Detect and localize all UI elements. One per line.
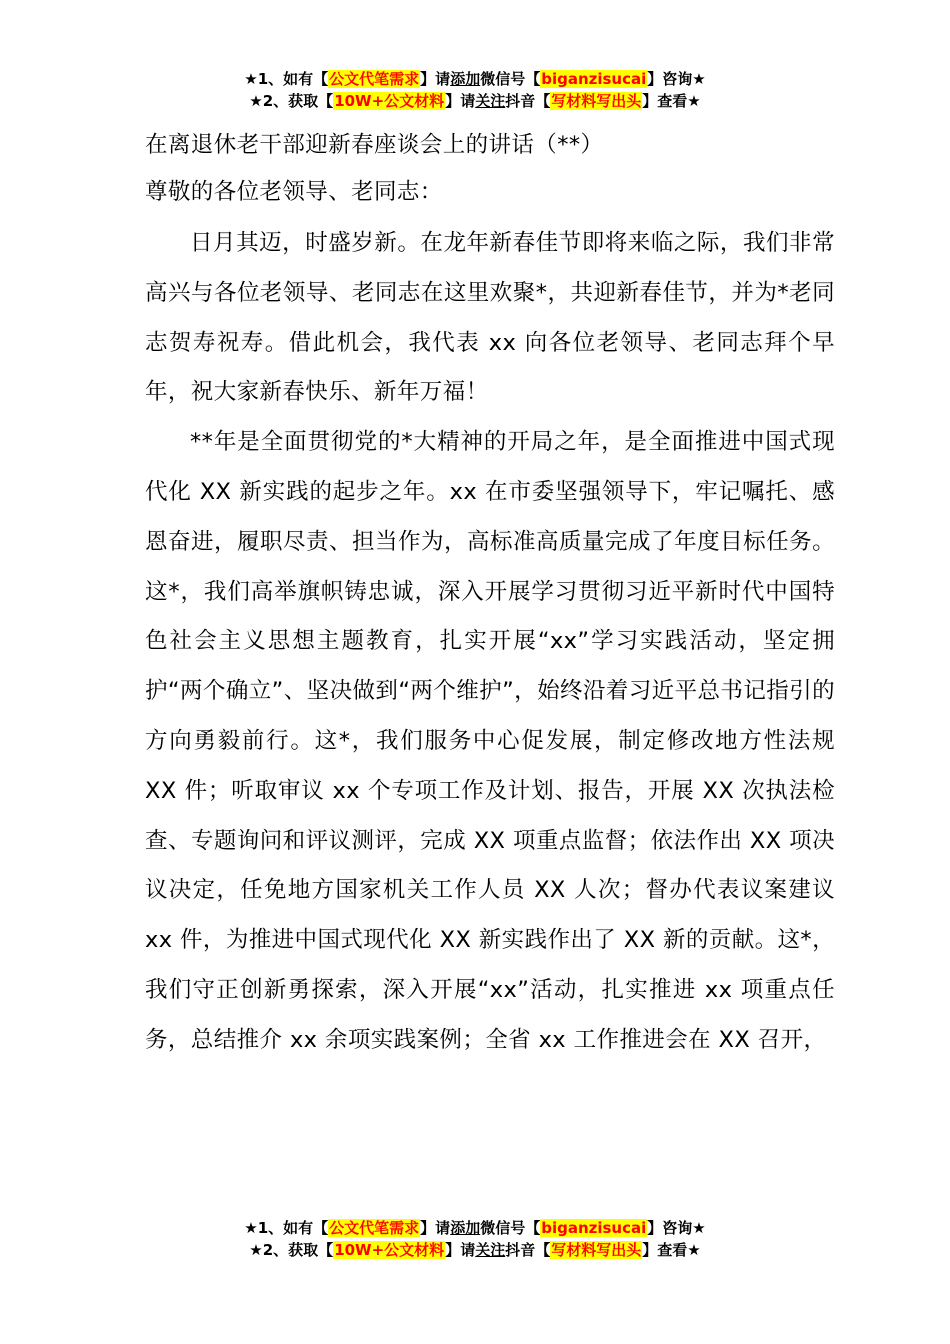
promo-line-1 xyxy=(0,1217,950,1239)
promo-highlight-wechat-id: biganzisucai xyxy=(541,70,647,88)
promo-text: 抖音【 xyxy=(505,1241,551,1259)
promo-text: ★2、获取【 xyxy=(249,1241,334,1259)
promo-text: 】请 xyxy=(420,1219,451,1237)
promo-text: 微信号【 xyxy=(480,70,541,88)
footer-promo-banner xyxy=(0,1217,950,1261)
salutation: 尊敬的各位老领导、老同志： xyxy=(145,179,443,205)
promo-highlight: 公文代笔需求 xyxy=(329,70,420,88)
promo-underline: 添加 xyxy=(450,70,481,88)
promo-text: ★1、如有【 xyxy=(244,70,329,88)
promo-highlight-douyin-id: 写材料写出头 xyxy=(551,92,642,110)
promo-text: 】请 xyxy=(445,92,476,110)
promo-highlight: 公文代笔需求 xyxy=(329,1219,420,1237)
promo-text: 】请 xyxy=(420,70,451,88)
document-body xyxy=(145,122,835,1066)
header-promo-banner xyxy=(0,68,950,112)
promo-underline: 关注 xyxy=(475,1241,506,1259)
promo-text: ★2、获取【 xyxy=(249,92,334,110)
paragraph: 日月其迈，时盛岁新。在龙年新春佳节即将来临之际，我们非常高兴与各位老领导、老同志在这里欢聚*，共迎新春佳节，并为*老同志贺寿祝寿。借此机会，我代表 xx 向各位老领导、老同志拜个早年，祝大家新春快乐、新年万福！ xyxy=(145,230,835,406)
document-title: 在离退休老干部迎新春座谈会上的讲话（**） xyxy=(145,132,604,158)
promo-highlight-wechat-id: biganzisucai xyxy=(541,1219,647,1237)
paragraph: **年是全面贯彻党的*大精神的开局之年，是全面推进中国式现代化 XX 新实践的起步之年。xx 在市委坚强领导下，牢记嘱托、感恩奋进，履职尽责、担当作为，高标准高质量完成了年度目标任务。这*，我们高举旗帜铸忠诚，深入开展学习贯彻习近平新时代中国特色社会主义思想主题教育，扎实开展“xx”学习实践活动，坚定拥护“两个确立”、坚决做到“两个维护”，始终沿着习近平总书记指引的方向勇毅前行。这*，我们服务中心促发展，制定修改地方性法规 XX 件；听取审议 xx 个专项工作及计划、报告，开展 XX 次执法检查、专题询问和评议测评，完成 XX 项重点监督；依法作出 XX 项决议决定，任免地方国家机关工作人员 XX 人次；督办代表议案建议 xx 件，为推进中国式现代化 XX 新实践作出了 XX 新的贡献。这*，我们守正创新勇探索，深入开展“xx”活动，扎实推进 xx 项重点任务，总结推介 xx 余项实践案例；全省 xx 工作推进会在 XX 召开， xyxy=(145,429,835,1053)
promo-line-2 xyxy=(0,1239,950,1261)
promo-text: 】请 xyxy=(445,1241,476,1259)
promo-text: 】查看★ xyxy=(642,1241,701,1259)
promo-underline: 关注 xyxy=(475,92,506,110)
promo-text: 】咨询★ xyxy=(647,70,706,88)
promo-underline: 添加 xyxy=(450,1219,481,1237)
promo-highlight: 10W+公文材料 xyxy=(334,92,445,110)
promo-text: ★1、如有【 xyxy=(244,1219,329,1237)
promo-text: 】咨询★ xyxy=(647,1219,706,1237)
promo-text: 抖音【 xyxy=(505,92,551,110)
promo-text: 微信号【 xyxy=(480,1219,541,1237)
promo-line-1 xyxy=(0,68,950,90)
promo-highlight: 10W+公文材料 xyxy=(334,1241,445,1259)
promo-text: 】查看★ xyxy=(642,92,701,110)
promo-highlight-douyin-id: 写材料写出头 xyxy=(551,1241,642,1259)
promo-line-2 xyxy=(0,90,950,112)
